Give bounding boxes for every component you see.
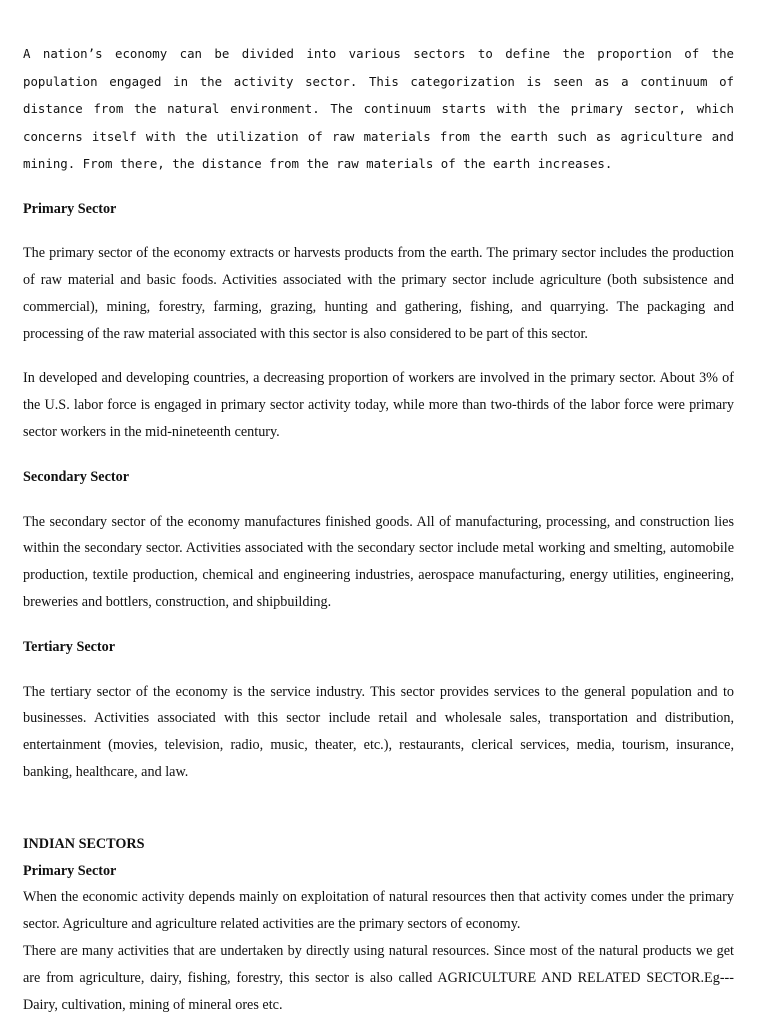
indian-sectors-heading: INDIAN SECTORS xyxy=(23,835,145,852)
indian-primary-paragraph-1: When the economic activity depends mainly on exploitation of natural resources then that activity comes under the primary sector. Agriculture and agriculture related activities are the primary sectors of economy. xyxy=(23,889,734,933)
secondary-sector-paragraph: The secondary sector of the economy manufactures finished goods. All of manufacturing, processing, and construction lies within the secondary sector. Activities associated with the secondary sector include metal working and smelting, automobile production, textile production, chemical and engineering industries, aerospace manufacturing, energy utilities, engineering, breweries and bottlers, construction, and shipbuilding. xyxy=(23,513,734,611)
primary-sector-heading: Primary Sector xyxy=(23,200,117,217)
document-body xyxy=(23,40,734,1018)
indian-primary-paragraph-2: There are many activities that are undertaken by directly using natural resources. Since most of the natural products we get are from agriculture, dairy, fishing, forestry, this sector is also called AGRICULTURE AND RELATED SECTOR.Eg--- Dairy, cultivation, mining of mineral ores etc. xyxy=(23,943,734,1013)
primary-sector-paragraph-2: In developed and developing countries, a decreasing proportion of workers are involved in the primary sector. About 3% of the U.S. labor force is engaged in primary sector activity today, while more than two-thirds of the labor force were primary sector workers in the mid-nineteenth century. xyxy=(23,370,734,441)
tertiary-sector-heading: Tertiary Sector xyxy=(23,638,116,655)
secondary-sector-heading: Secondary Sector xyxy=(23,468,129,485)
indian-primary-sector-subheading: Primary Sector xyxy=(23,862,117,879)
primary-sector-paragraph-1: The primary sector of the economy extracts or harvests products from the earth. The primary sector includes the production of raw material and basic foods. Activities associated with the primary sector include agriculture (both subsistence and commercial), mining, forestry, farming, grazing, hunting and gathering, fishing, and quarrying. The packaging and processing of the raw material associated with this sector is also considered to be part of this sector. xyxy=(23,245,734,342)
intro-paragraph: A nation’s economy can be divided into various sectors to define the proportion of the population engaged in the activity sector. This categorization is seen as a continuum of distance from the natural environment. The continuum starts with the primary sector, which concerns itself with the utilization of raw materials from the earth such as agriculture and mining. From there, the distance from the raw materials of the earth increases. xyxy=(23,46,734,171)
tertiary-sector-paragraph: The tertiary sector of the economy is the service industry. This sector provides services to the general population and to businesses. Activities associated with this sector include retail and wholesale sales, transportation and distribution, entertainment (movies, television, radio, music, theater, etc.), restaurants, clerical services, media, tourism, insurance, banking, healthcare, and law. xyxy=(23,683,734,781)
